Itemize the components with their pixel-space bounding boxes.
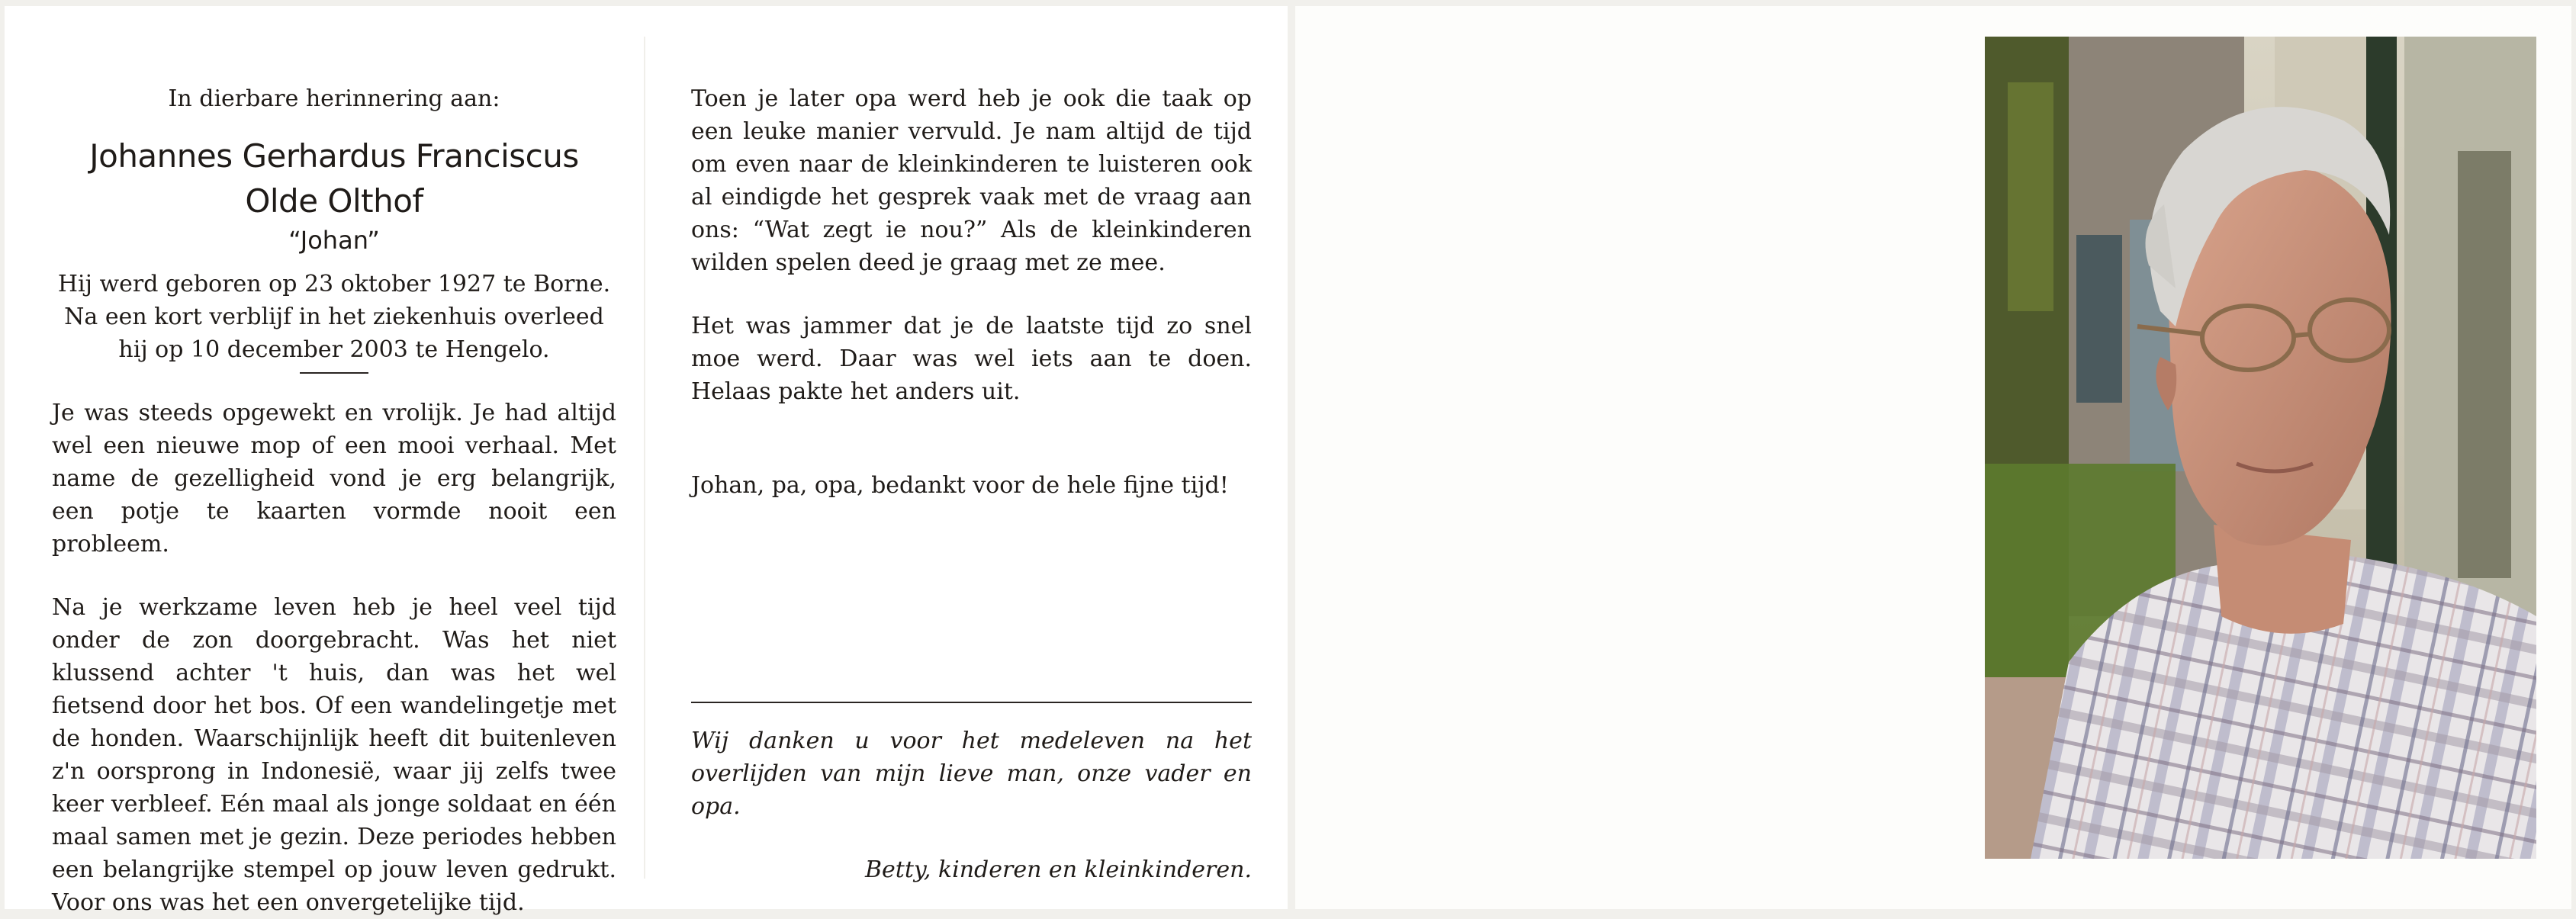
paragraph-1: Je was steeds opgewekt en vrolijk. Je had altijd wel een nieuwe mop of een mooi verhaal. Met name de gezelligheid vond je erg belangrijk, een potje te kaarten vormde nooit een probleem. xyxy=(52,400,616,558)
name-line-2: Olde Olthof xyxy=(245,182,423,220)
thanks-text: Wij danken u voor het medeleven na het overlijden van mijn lieve man, onze vader en opa. xyxy=(691,728,1252,820)
right-text-column xyxy=(691,82,1252,886)
nickname: “Johan” xyxy=(288,226,380,255)
intro-line: In dierbare herinnering aan: xyxy=(168,85,500,112)
long-divider xyxy=(691,702,1252,703)
card-fold xyxy=(644,37,645,879)
farewell-line: Johan, pa, opa, bedankt voor de hele fijne tijd! xyxy=(691,472,1229,499)
life-dates: Hij werd geboren op 23 oktober 1927 te Borne. Na een kort verblijf in het ziekenhuis overleed hij op 10 december 2003 te Hengelo. xyxy=(57,271,611,363)
left-text-column xyxy=(52,82,616,919)
paragraph-2: Na je werkzame leven heb je heel veel tijd onder de zon doorgebracht. Was het niet klussend achter 't huis, dan was het wel fietsend door het bos. Of een wandelingetje met de honden. Waarschijnlijk heeft dit buitenleven z'n oorsprong in Indonesië, waar jij zelfs twee keer verbleef. Eén maal als jonge soldaat en één maal samen met je gezin. Deze periodes hebben een belangrijke stempel op jouw leven gedrukt. Voor ons was het een onvergetelijke tijd. xyxy=(52,594,616,916)
card-inner-spread xyxy=(5,6,1288,916)
signature: Betty, kinderen en kleinkinderen. xyxy=(864,856,1252,883)
portrait-photo xyxy=(1985,37,2536,859)
paragraph-3: Toen je later opa werd heb je ook die taak op een leuke manier vervuld. Je nam altijd de tijd om even naar de kleinkinderen te luisteren ook al eindigde het gesprek vaak met de vraag aan ons: “Wat zegt ie nou?” Als de kleinkinderen wilden spelen deed je graag met ze mee. xyxy=(691,85,1252,276)
paragraph-4: Het was jammer dat je de laatste tijd zo snel moe werd. Daar was wel iets aan te doen. Helaas pakte het anders uit. xyxy=(691,313,1252,405)
name-line-1: Johannes Gerhardus Franciscus xyxy=(89,137,579,175)
short-divider xyxy=(300,372,368,374)
